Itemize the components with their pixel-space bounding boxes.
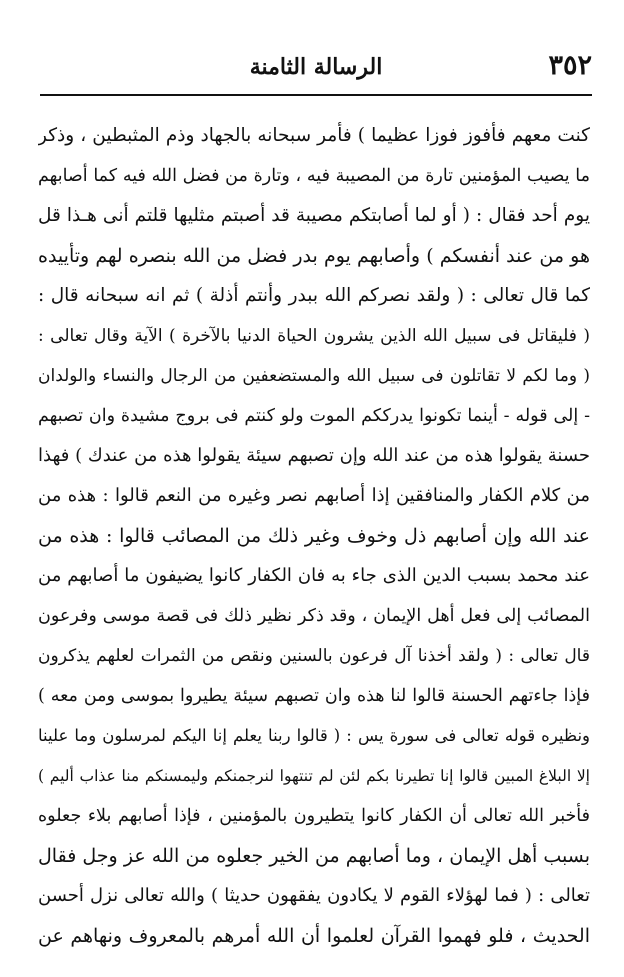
text-line: إلا البلاغ المبين قالوا إنا تطيرنا بكم لئن لم تنتهوا لنرجمنكم وليمسنكم منا عذاب أليم ) <box>38 767 590 785</box>
text-line: ( فليقاتل فى سبيل الله الذين يشرون الحياة الدنيا بالآخرة ) الآية وقال تعالى : <box>38 326 590 346</box>
header-rule <box>40 94 592 96</box>
text-line: ( وما لكم لا تقاتلون فى سبيل الله والمستضعفين من الرجال والنساء والولدان <box>38 366 590 386</box>
running-title: الرسالة الثامنة <box>249 54 383 80</box>
page-number: ٣٥٢ <box>548 50 592 81</box>
text-line: كنت معهم فأفوز فوزا عظيما ) فأمر سبحانه بالجهاد وذم المثبطين ، وذكر <box>38 125 590 146</box>
text-line: يوم أحد فقال : ( أو لما أصابتكم مصيبة قد أصبتم مثليها قلتم أنى هـذا قل <box>38 205 590 226</box>
text-line: هو من عند أنفسكم ) وأصابهم يوم بدر فضل من الله بنصره لهم وتأييده <box>38 245 590 267</box>
text-line: ما يصيب المؤمنين تارة من المصيبة فيه ، وتارة من فضل الله فيه كما أصابهم <box>38 166 590 186</box>
text-line: المصائب إلى فعل أهل الإيمان ، وقد ذكر نظير ذلك فى قصة موسى وفرعون <box>38 606 590 626</box>
text-line: - إلى قوله - أينما تكونوا يدرككم الموت ولو كنتم فى بروج مشيدة وان تصبهم <box>38 406 590 426</box>
text-line: الحديث ، فلو فهموا القرآن لعلموا أن الله أمرهم بالمعروف ونهاهم عن <box>38 925 590 947</box>
text-line: ونظيره قوله تعالى فى سورة يس : ( قالوا ربنا يعلم إنا اليكم لمرسلون وما علينا <box>38 726 590 745</box>
text-line: عند الله وإن أصابهم ذل وخوف وغير ذلك من المصائب قالوا : هذه من <box>38 525 590 547</box>
text-line: عند محمد بسبب الدين الذى جاء به فان الكفار كانوا يضيفون ما أصابهم من <box>38 565 590 586</box>
text-line: تعالى : ( فما لهؤلاء القوم لا يكادون يفقهون حديثا ) والله تعالى نزل أحسن <box>38 885 590 906</box>
text-line: بسبب أهل الإيمان ، وما أصابهم من الخير جعلوه من الله عز وجل فقال <box>38 845 590 867</box>
page-header <box>40 50 592 94</box>
text-line: قال تعالى : ( ولقد أخذنا آل فرعون بالسنين ونقص من الثمرات لعلهم يذكرون <box>38 646 590 666</box>
text-line: كما قال تعالى : ( ولقد نصركم الله ببدر وأنتم أذلة ) ثم انه سبحانه قال : <box>38 285 590 306</box>
text-line: حسنة يقولوا هذه من عند الله وإن تصبهم سيئة يقولوا هذه من عندك ) فهذا <box>38 445 590 466</box>
body-text <box>38 116 590 956</box>
text-line: فإذا جاءتهم الحسنة قالوا لنا هذه وان تصبهم سيئة يطيروا بموسى ومن معه ) <box>38 686 590 706</box>
text-line: من كلام الكفار والمنافقين إذا أصابهم نصر وغيره من النعم قالوا : هذه من <box>38 485 590 506</box>
text-line: فأخبر الله تعالى أن الكفار كانوا يتطيرون بالمؤمنين ، فإذا أصابهم بلاء جعلوه <box>38 806 590 826</box>
